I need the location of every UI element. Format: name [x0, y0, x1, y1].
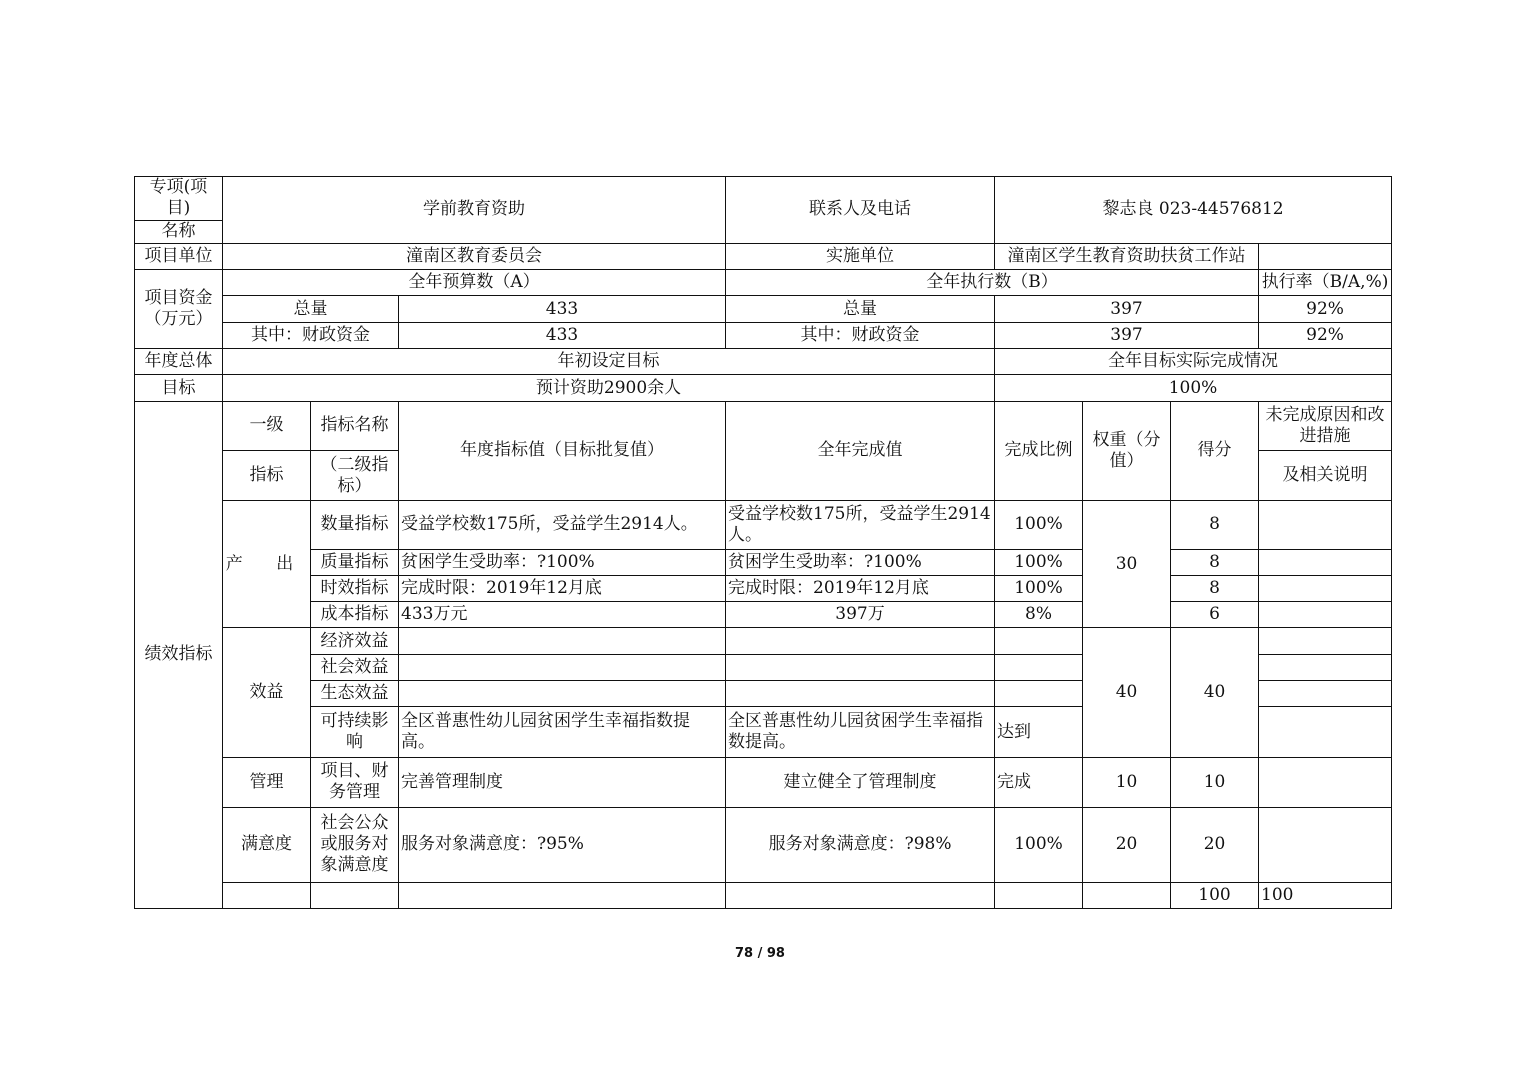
- indicator-target: 完成时限：2019年12月底: [399, 575, 726, 601]
- output-label: 产 出: [223, 500, 311, 628]
- col-target: 年度指标值（目标批复值）: [399, 401, 726, 500]
- project-name-label-2: 名称: [135, 220, 223, 243]
- indicator-name: 成本指标: [311, 602, 399, 628]
- indicator-name: 项目、财务管理: [311, 757, 399, 807]
- indicator-target: [399, 628, 726, 654]
- col-name-2: （二级指标）: [311, 451, 399, 501]
- fiscal-budget: 433: [399, 322, 726, 348]
- exec-header: 全年执行数（B）: [726, 270, 1259, 296]
- indicator-reason: [1259, 681, 1392, 707]
- indicator-target: 服务对象满意度：?95%: [399, 807, 726, 882]
- total-rate: 92%: [1259, 296, 1392, 322]
- contact-value: 黎志良 023-44576812: [995, 177, 1392, 244]
- indicator-name: 社会效益: [311, 654, 399, 680]
- total-budget: 433: [399, 296, 726, 322]
- indicator-done: [726, 628, 995, 654]
- indicator-reason: [1259, 549, 1392, 575]
- indicator-name: 数量指标: [311, 500, 399, 549]
- total-empty: [726, 882, 995, 909]
- indicator-reason: [1259, 707, 1392, 758]
- indicator-reason: [1259, 602, 1392, 628]
- total-row: [135, 882, 1392, 909]
- total-label-2: 总量: [726, 296, 995, 322]
- indicator-ratio: [995, 681, 1083, 707]
- total-empty: [311, 882, 399, 909]
- mgmt-weight: 10: [1083, 757, 1171, 807]
- indicator-ratio: 100%: [995, 807, 1083, 882]
- project-name-label: 专项(项 目): [135, 177, 223, 221]
- indicator-ratio: 100%: [995, 575, 1083, 601]
- indicator-ratio: 100%: [995, 500, 1083, 549]
- indicator-name: 经济效益: [311, 628, 399, 654]
- indicator-reason: [1259, 628, 1392, 654]
- benefit-label: 效益: [223, 628, 311, 758]
- mgmt-label: 管理: [223, 757, 311, 807]
- impl-unit-empty: [1259, 243, 1392, 269]
- indicator-ratio: 100%: [995, 549, 1083, 575]
- fiscal-label-2: 其中：财政资金: [726, 322, 995, 348]
- indicator-target: [399, 654, 726, 680]
- indicator-ratio: 8%: [995, 602, 1083, 628]
- indicator-reason: [1259, 807, 1392, 882]
- indicator-name: 时效指标: [311, 575, 399, 601]
- perf-label: 绩效指标: [135, 401, 223, 908]
- indicator-target: 433万元: [399, 602, 726, 628]
- indicator-target: 受益学校数175所，受益学生2914人。: [399, 500, 726, 549]
- indicator-ratio: [995, 654, 1083, 680]
- indicator-done: 贫困学生受助率：?100%: [726, 549, 995, 575]
- col-done: 全年完成值: [726, 401, 995, 500]
- indicator-ratio: 完成: [995, 757, 1083, 807]
- sat-score: 20: [1171, 807, 1259, 882]
- output-weight: 30: [1083, 500, 1171, 628]
- actual-goal-value: 100%: [995, 375, 1392, 401]
- impl-unit-label: 实施单位: [726, 243, 995, 269]
- total-empty: [399, 882, 726, 909]
- table-row: [135, 628, 1392, 654]
- project-name-value: 学前教育资助: [223, 177, 726, 244]
- total-empty: [995, 882, 1083, 909]
- total-weight: 100: [1171, 882, 1259, 909]
- indicator-reason: [1259, 500, 1392, 549]
- col-score: 得分: [1171, 401, 1259, 500]
- project-unit-label: 项目单位: [135, 243, 223, 269]
- page-number: 78 / 98: [735, 946, 785, 961]
- col-level-2: 指标: [223, 451, 311, 501]
- annual-label-2: 目标: [135, 375, 223, 401]
- indicator-name: 可持续影响: [311, 707, 399, 758]
- initial-goal-header: 年初设定目标: [223, 349, 995, 375]
- benefit-score: 40: [1171, 628, 1259, 758]
- col-reason-2: 及相关说明: [1259, 451, 1392, 501]
- indicator-reason: [1259, 757, 1392, 807]
- rate-header: 执行率（B/A,%): [1259, 270, 1392, 296]
- benefit-weight: 40: [1083, 628, 1171, 758]
- col-reason: 未完成原因和改进措施: [1259, 401, 1392, 451]
- col-level: 一级: [223, 401, 311, 451]
- budget-header: 全年预算数（A）: [223, 270, 726, 296]
- indicator-done: 全区普惠性幼儿园贫困学生幸福指数提高。: [726, 707, 995, 758]
- project-unit-value: 潼南区教育委员会: [223, 243, 726, 269]
- fiscal-exec: 397: [995, 322, 1259, 348]
- indicator-target: 贫困学生受助率：?100%: [399, 549, 726, 575]
- indicator-done: [726, 654, 995, 680]
- sat-weight: 20: [1083, 807, 1171, 882]
- annual-label: 年度总体: [135, 349, 223, 375]
- indicator-score: 8: [1171, 575, 1259, 601]
- total-label: 总量: [223, 296, 399, 322]
- indicator-done: [726, 681, 995, 707]
- indicator-target: [399, 681, 726, 707]
- table-row: [135, 500, 1392, 549]
- indicator-done: 受益学校数175所，受益学生2914人。: [726, 500, 995, 549]
- indicator-reason: [1259, 575, 1392, 601]
- indicator-done: 完成时限：2019年12月底: [726, 575, 995, 601]
- indicator-target: 完善管理制度: [399, 757, 726, 807]
- indicator-score: 8: [1171, 549, 1259, 575]
- indicator-done: 建立健全了管理制度: [726, 757, 995, 807]
- total-empty: [223, 882, 311, 909]
- indicator-score: 8: [1171, 500, 1259, 549]
- indicator-ratio: [995, 628, 1083, 654]
- impl-unit-value: 潼南区学生教育资助扶贫工作站: [995, 243, 1259, 269]
- indicator-ratio: 达到: [995, 707, 1083, 758]
- table-row: [135, 807, 1392, 882]
- indicator-target: 全区普惠性幼儿园贫困学生幸福指数提高。: [399, 707, 726, 758]
- total-score: 100: [1259, 882, 1392, 909]
- funds-label: 项目资金 （万元）: [135, 270, 223, 349]
- mgmt-score: 10: [1171, 757, 1259, 807]
- indicator-name: 质量指标: [311, 549, 399, 575]
- sat-label: 满意度: [223, 807, 311, 882]
- actual-goal-header: 全年目标实际完成情况: [995, 349, 1392, 375]
- indicator-name: 生态效益: [311, 681, 399, 707]
- col-weight: 权重（分值）: [1083, 401, 1171, 500]
- total-empty: [1083, 882, 1171, 909]
- table-row: [135, 575, 1392, 601]
- total-exec: 397: [995, 296, 1259, 322]
- contact-label: 联系人及电话: [726, 177, 995, 244]
- table-row: [135, 549, 1392, 575]
- col-ratio: 完成比例: [995, 401, 1083, 500]
- indicator-name: 社会公众或服务对象满意度: [311, 807, 399, 882]
- indicator-reason: [1259, 654, 1392, 680]
- performance-table: [134, 176, 1392, 909]
- indicator-done: 服务对象满意度：?98%: [726, 807, 995, 882]
- table-row: [135, 757, 1392, 807]
- initial-goal-value: 预计资助2900余人: [223, 375, 995, 401]
- fiscal-label: 其中：财政资金: [223, 322, 399, 348]
- fiscal-rate: 92%: [1259, 322, 1392, 348]
- indicator-score: 6: [1171, 602, 1259, 628]
- col-name: 指标名称: [311, 401, 399, 451]
- table-row: [135, 602, 1392, 628]
- indicator-done: 397万: [726, 602, 995, 628]
